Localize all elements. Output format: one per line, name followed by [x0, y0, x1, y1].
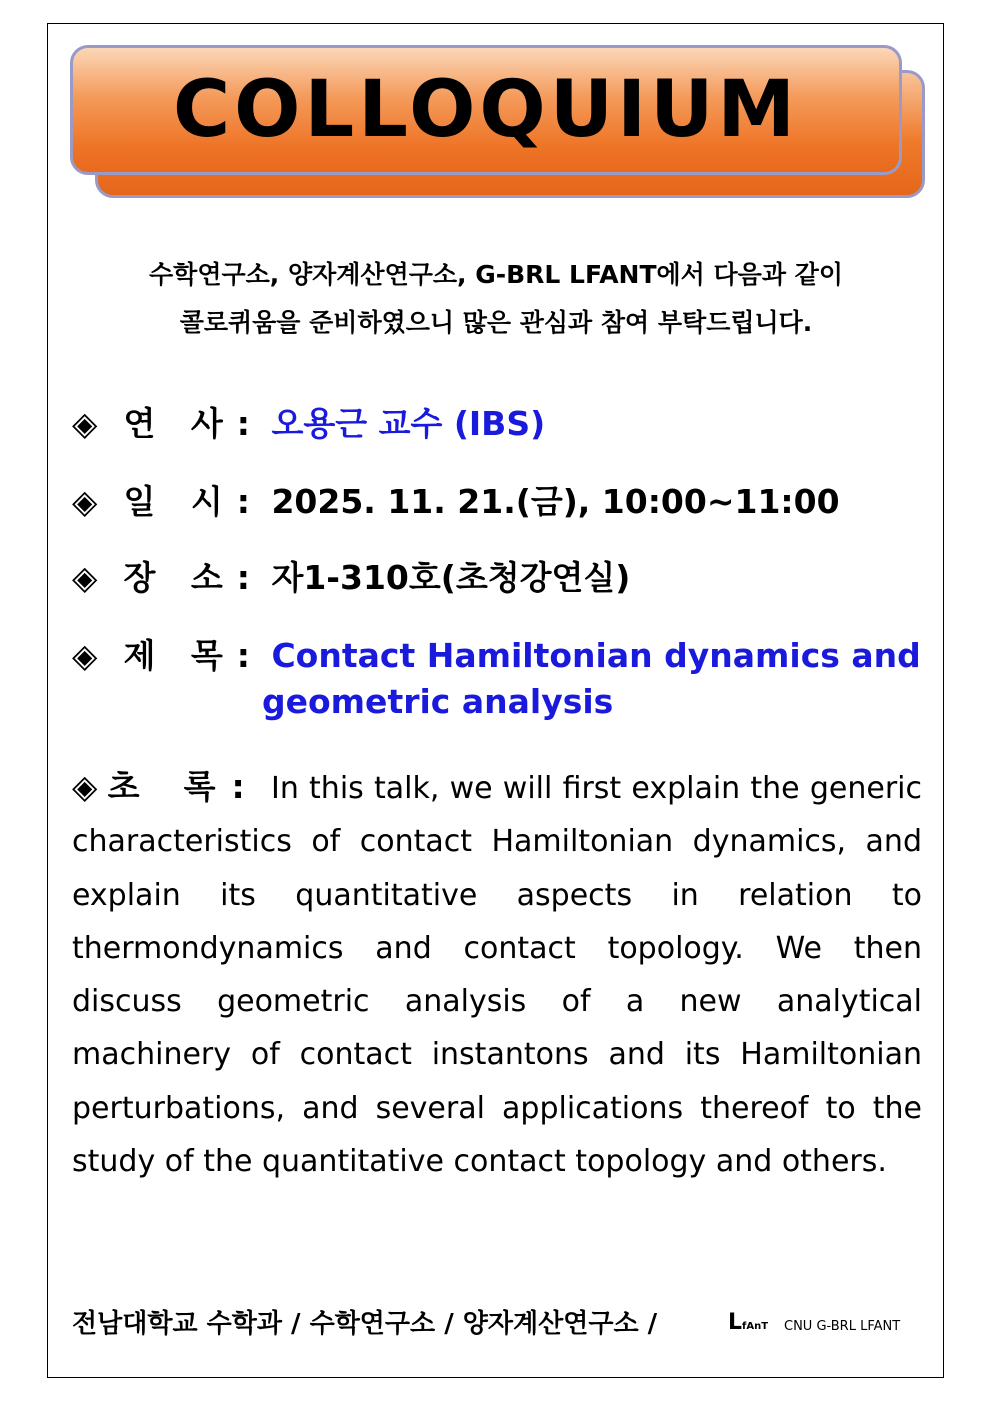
logo-caption: CNU G-BRL LFANT	[784, 1319, 901, 1334]
intro-line-2: 콜로퀴움을 준비하였으니 많은 관심과 참여 부탁드립니다.	[179, 308, 813, 337]
lfant-logo: LfAnT	[728, 1310, 769, 1335]
intro-line-1: 수학연구소, 양자계산연구소, G-BRL LFANT에서 다음과 같이	[149, 260, 843, 289]
speaker-value: 오용근 교수 (IBS)	[271, 404, 546, 443]
place-value: 자1-310호(초청강연실)	[271, 558, 631, 597]
banner-title: COLLOQUIUM	[172, 65, 800, 155]
diamond-bullet-icon: ◈	[72, 482, 98, 521]
speaker-label: 연 사	[123, 404, 235, 443]
datetime-row: ◈ 일 시: 2025. 11. 21.(금), 10:00~11:00	[72, 476, 840, 523]
abstract: ◈ 초 록: In this talk, we will first explain the generic characteristics of contact Hamiltonian dynamics, and explain its quantitative aspects in relation to thermondynamics and contact topology. We then discuss geometric analysis of a new analytical machinery of contact instantons and its Hamiltonian perturbations, and several applications thereof to the study of the quantitative contact topology and others.	[72, 767, 922, 1180]
title-label: 제 목	[123, 636, 235, 675]
diamond-bullet-icon: ◈	[72, 767, 98, 806]
abstract-label: 초 록	[107, 767, 232, 806]
speaker-row: ◈ 연 사: 오용근 교수 (IBS)	[72, 398, 545, 445]
abstract-text: In this talk, we will first explain the generic characteristics of contact Hamiltonian dynamics, and explain its quantitative aspects in relation to thermondynamics and contact topology. We then discuss geometric analysis of a new analytical machinery of contact instantons and its Hamiltonian perturbations, and several applications thereof to the study of the quantitative contact topology and others.	[72, 771, 922, 1180]
talk-title-line-2: geometric analysis	[262, 682, 614, 721]
diamond-bullet-icon: ◈	[72, 558, 98, 597]
datetime-value: 2025. 11. 21.(금), 10:00~11:00	[271, 482, 840, 521]
footer-affiliations: 전남대학교 수학과 / 수학연구소 / 양자계산연구소 /	[72, 1309, 658, 1339]
place-label: 장 소	[123, 558, 235, 597]
title-row: ◈ 제 목: Contact Hamiltonian dynamics and	[72, 630, 921, 677]
banner	[70, 45, 902, 175]
diamond-bullet-icon: ◈	[72, 636, 98, 675]
diamond-bullet-icon: ◈	[72, 404, 98, 443]
datetime-label: 일 시	[123, 482, 235, 521]
place-row: ◈ 장 소: 자1-310호(초청강연실)	[72, 552, 630, 599]
talk-title-line-1: Contact Hamiltonian dynamics and	[271, 636, 921, 675]
